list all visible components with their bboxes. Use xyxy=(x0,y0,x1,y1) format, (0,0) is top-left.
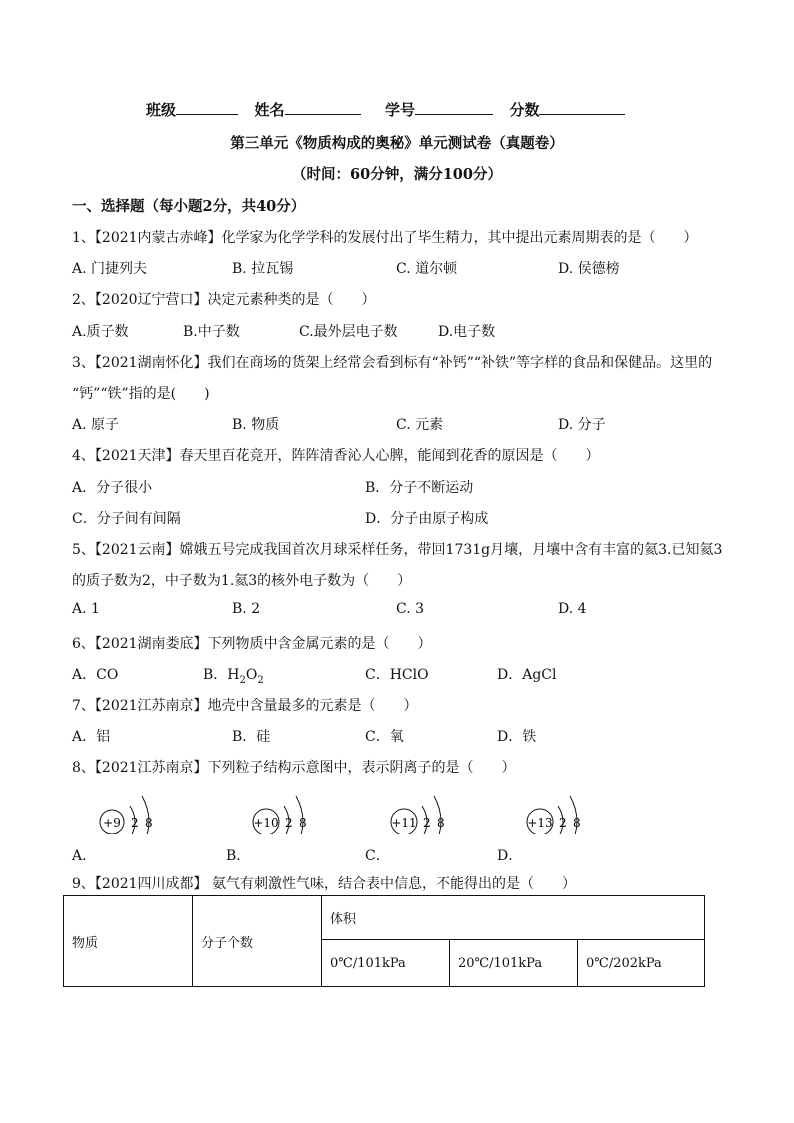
q6-option-c[interactable]: C．HClO xyxy=(365,667,429,683)
id-blank[interactable] xyxy=(415,100,493,115)
q7-option-b[interactable]: B．硅 xyxy=(232,729,271,745)
q4-stem: 4、【2021天津】春天里百花竞开，阵阵清香沁人心脾，能闻到花香的原因是（ ） xyxy=(72,448,600,464)
q9-stem: 9、【2021四川成都】 氨气有刺激性气味，结合表中信息，不能得出的是（ ） xyxy=(72,876,576,892)
atom-diagram-c xyxy=(382,786,462,834)
nucleus-b-charge: +10 xyxy=(253,816,279,830)
q5-option-b[interactable]: B. 2 xyxy=(232,601,261,617)
q8-option-b[interactable]: B． xyxy=(226,848,251,864)
shell1-a: 2 xyxy=(131,816,139,830)
name-label: 姓名 xyxy=(254,101,285,119)
q6-option-b-prefix: B．H xyxy=(203,667,240,683)
id-label: 学号 xyxy=(384,101,415,119)
shell2-c: 8 xyxy=(437,816,445,830)
q2-option-d[interactable]: D.电子数 xyxy=(438,324,496,340)
q3-option-b[interactable]: B. 物质 xyxy=(232,417,280,433)
q4-option-d[interactable]: D．分子由原子构成 xyxy=(365,511,489,527)
nucleus-c-charge: +11 xyxy=(391,816,417,830)
page-title: 第三单元《物质构成的奥秘》单元测试卷（真题卷） xyxy=(230,135,564,152)
q8-stem: 8、【2021江苏南京】下列粒子结构示意图中，表示阴离子的是（ ） xyxy=(72,760,516,776)
shell2-a: 8 xyxy=(145,816,153,830)
q8-option-a[interactable]: A． xyxy=(72,848,97,864)
nucleus-d-charge: +13 xyxy=(527,816,553,830)
q1-option-b[interactable]: B. 拉瓦锡 xyxy=(232,261,294,277)
q5-stem-cont: 的质子数为2，中子数为1.氦3的核外电子数为（ ） xyxy=(72,573,412,589)
q6-sub-1: 2 xyxy=(239,674,246,686)
table-subheader-3: 0℃/202kPa xyxy=(578,940,705,987)
shell1-d: 2 xyxy=(559,816,567,830)
q6-option-b-o: O xyxy=(245,667,258,683)
q5-option-a[interactable]: A. 1 xyxy=(72,601,100,617)
table-subheader-1: 0℃/101kPa xyxy=(322,940,450,987)
q2-option-b[interactable]: B.中子数 xyxy=(183,324,240,340)
q2-option-c[interactable]: C.最外层电子数 xyxy=(299,324,398,340)
q8-option-d[interactable]: D． xyxy=(497,848,523,864)
table-header-molecule-count: 分子个数 xyxy=(193,896,322,987)
q7-stem: 7、【2021江苏南京】地壳中含量最多的元素是（ ） xyxy=(72,698,418,714)
info-line xyxy=(146,99,625,120)
shell2-d: 8 xyxy=(573,816,581,830)
q9-table xyxy=(63,895,705,987)
table-header-substance: 物质 xyxy=(64,896,193,987)
q6-option-a[interactable]: A．CO xyxy=(72,667,119,683)
shell1-c: 2 xyxy=(423,816,431,830)
q3-stem: 3、【2021湖南怀化】我们在商场的货架上经常会看到标有“补钙”“补铁”等字样的食品和保健品。这里的 xyxy=(72,355,713,371)
score-blank[interactable] xyxy=(539,100,625,115)
q2-stem: 2、【2020辽宁营口】决定元素种类的是（ ） xyxy=(72,292,376,308)
q3-option-d[interactable]: D. 分子 xyxy=(558,417,606,433)
q4-option-a[interactable]: A．分子很小 xyxy=(72,480,153,496)
atom-diagram-d xyxy=(518,786,598,834)
q7-option-d[interactable]: D．铁 xyxy=(497,729,537,745)
q2-option-a[interactable]: A.质子数 xyxy=(72,324,129,340)
section-heading: 一、选择题（每小题2分，共40分） xyxy=(72,198,306,215)
q7-option-a[interactable]: A．铝 xyxy=(72,729,111,745)
q7-option-c[interactable]: C．氧 xyxy=(365,729,404,745)
table-header-volume: 体积 xyxy=(322,896,705,940)
name-blank[interactable] xyxy=(285,100,361,115)
atom-diagram-a xyxy=(90,786,170,834)
class-blank[interactable] xyxy=(176,100,238,115)
q1-stem: 1、【2021内蒙古赤峰】化学家为化学学科的发展付出了毕生精力，其中提出元素周期表的是（ ） xyxy=(72,230,698,246)
q6-sub-2: 2 xyxy=(257,674,264,686)
q3-option-c[interactable]: C. 元素 xyxy=(396,417,444,433)
page-subtitle: （时间：60分钟，满分100分） xyxy=(292,166,502,183)
score-label: 分数 xyxy=(509,101,540,119)
q6-stem: 6、【2021湖南娄底】下列物质中含金属元素的是（ ） xyxy=(72,636,432,652)
atom-diagram-b xyxy=(244,786,324,834)
q1-option-a[interactable]: A. 门捷列夫 xyxy=(72,261,148,277)
q1-option-c[interactable]: C. 道尔顿 xyxy=(396,261,458,277)
q5-stem: 5、【2021云南】嫦娥五号完成我国首次月球采样任务，带回1731g月壤，月壤中含有丰富的氦3.已知氦3 xyxy=(72,542,723,558)
shell1-b: 2 xyxy=(285,816,293,830)
q3-stem-cont: “钙”“铁”指的是( ) xyxy=(72,386,210,402)
q5-option-c[interactable]: C. 3 xyxy=(396,601,425,617)
nucleus-a-charge: +9 xyxy=(103,816,121,830)
q6-option-d[interactable]: D．AgCl xyxy=(497,667,557,683)
q4-option-c[interactable]: C．分子间有间隔 xyxy=(72,511,181,527)
shell2-b: 8 xyxy=(299,816,307,830)
q8-option-c[interactable]: C． xyxy=(365,848,390,864)
q6-option-b[interactable] xyxy=(203,664,264,686)
table-subheader-2: 20℃/101kPa xyxy=(450,940,578,987)
q3-option-a[interactable]: A. 原子 xyxy=(72,417,120,433)
q4-option-b[interactable]: B．分子不断运动 xyxy=(365,480,474,496)
q5-option-d[interactable]: D. 4 xyxy=(558,601,587,617)
q1-option-d[interactable]: D. 侯德榜 xyxy=(558,261,620,277)
class-label: 班级 xyxy=(146,101,177,119)
